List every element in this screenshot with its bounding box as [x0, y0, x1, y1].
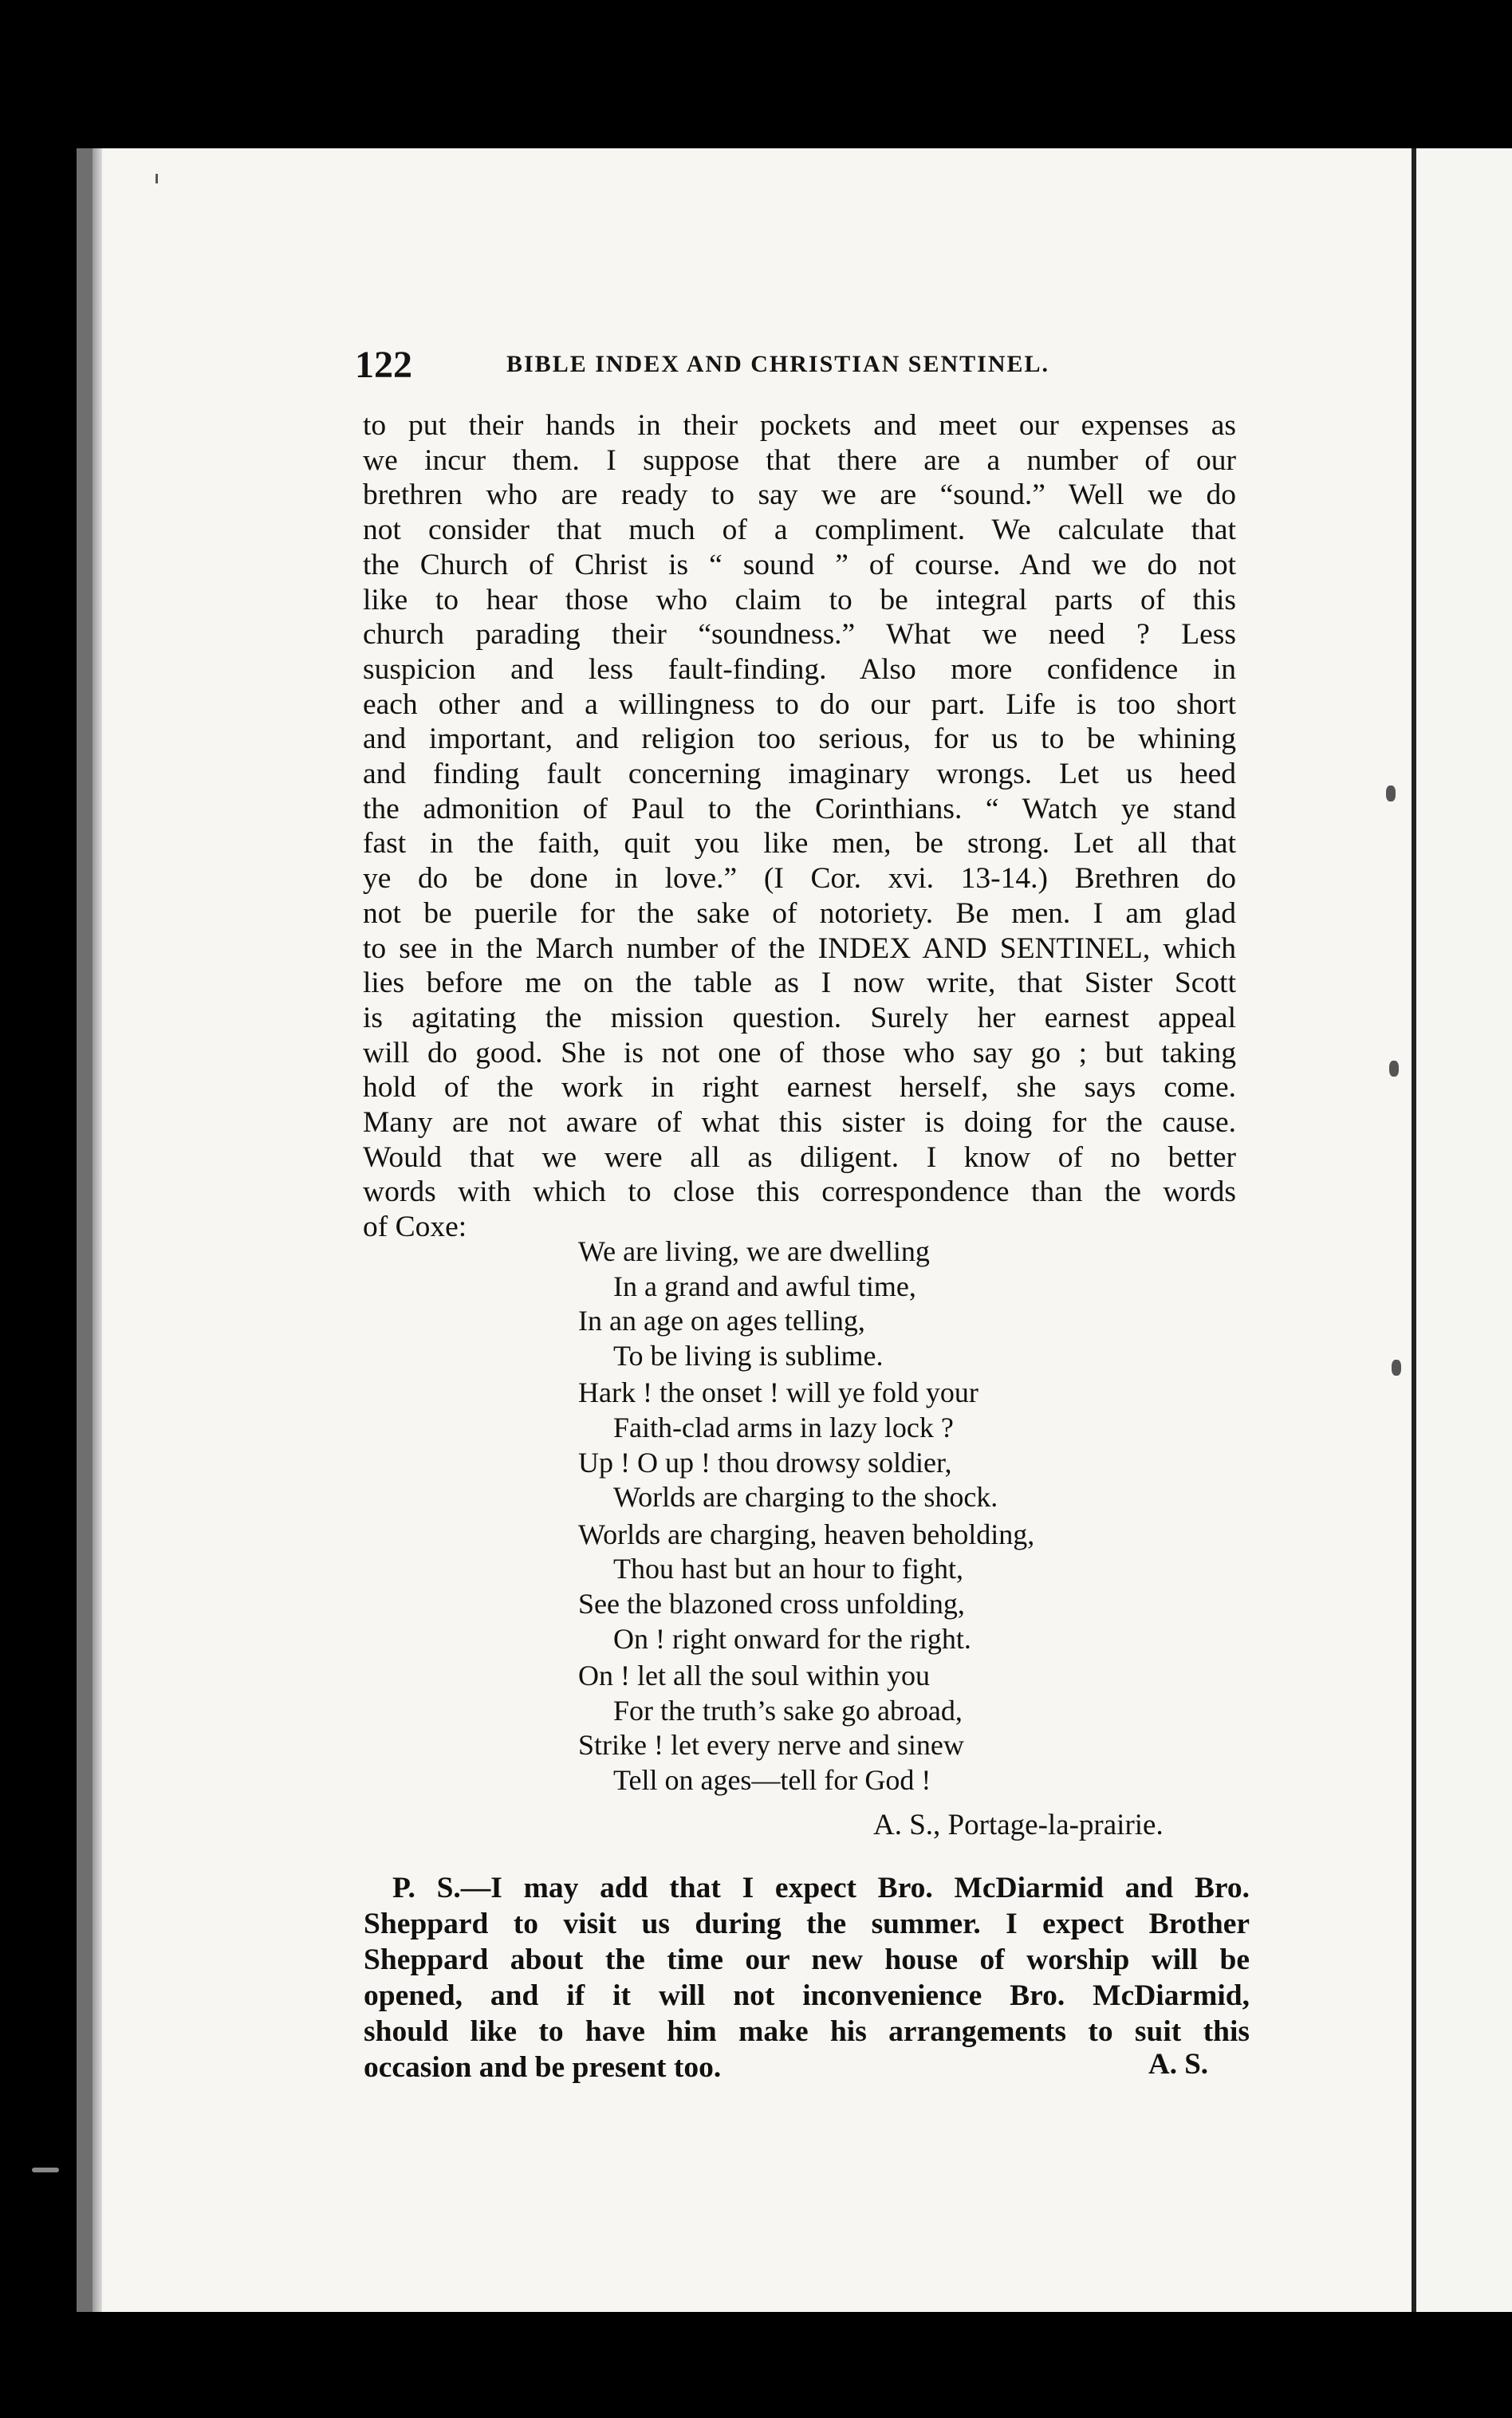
text-line: will do good. She is not one of those who say go ; but taking — [363, 1036, 1236, 1069]
quoted-poem — [578, 1235, 1034, 1801]
page-number: 122 — [355, 344, 412, 386]
running-title: BIBLE INDEX AND CHRISTIAN SENTINEL. — [506, 351, 1050, 377]
text-line: ye do be done in love.” (I Cor. xvi. 13-14.) Brethren do — [363, 862, 1236, 896]
postscript-line: opened, and if it will not inconvenience Bro. McDiarmid, — [364, 1979, 1250, 2012]
postscript-line: P. S.—I may add that I expect Bro. McDiarmid and Bro. — [392, 1872, 1250, 1904]
text-line: the Church of Christ is “ sound ” of course. And we do not — [363, 548, 1236, 581]
poem-line: To be living is sublime. — [613, 1339, 884, 1372]
poem-line: Hark ! the onset ! will ye fold your — [578, 1376, 978, 1409]
text-line: we incur them. I suppose that there are a number of our — [363, 443, 1236, 477]
poem-line: In a grand and awful time, — [613, 1270, 916, 1302]
text-line: of Coxe: — [363, 1211, 467, 1244]
text-line: brethren who are ready to say we are “sound.” Well we do — [363, 478, 1236, 512]
text-line: suspicion and less fault-finding. Also more confidence in — [363, 652, 1236, 686]
binding-thread-mark — [1392, 1360, 1401, 1376]
poem-line: Faith-clad arms in lazy lock ? — [613, 1411, 954, 1443]
postscript-signature: A. S. — [1148, 2048, 1209, 2081]
text-line: and finding fault concerning imaginary wrongs. Let us heed — [363, 758, 1236, 791]
page-mark — [156, 174, 158, 183]
text-line: church parading their “soundness.” What we need ? Less — [363, 618, 1236, 652]
poem-line: Thou hast but an hour to fight, — [613, 1553, 963, 1585]
poem-stanza — [578, 1376, 1034, 1514]
poem-line: Up ! O up ! thou drowsy soldier, — [578, 1446, 952, 1479]
text-line: fast in the faith, quit you like men, be strong. Let all that — [363, 827, 1236, 860]
text-line: each other and a willingness to do our part. Life is too short — [363, 687, 1236, 721]
poem-stanza — [578, 1235, 1034, 1373]
text-line: is agitating the mission question. Surely her earnest appeal — [363, 1001, 1236, 1034]
text-line: not consider that much of a compliment. We calculate that — [363, 514, 1236, 547]
text-line: Many are not aware of what this sister is doing for the cause. — [363, 1106, 1236, 1140]
postscript-line: should like to have him make his arrangements to suit this — [364, 2015, 1250, 2048]
poem-stanza — [578, 1659, 1034, 1798]
letter-body — [363, 408, 1236, 1245]
poem-line: For the truth’s sake go abroad, — [613, 1694, 963, 1727]
text-line: the admonition of Paul to the Corinthians. “ Watch ye stand — [363, 792, 1236, 825]
poem-line: On ! right onward for the right. — [613, 1622, 971, 1655]
poem-line: Worlds are charging to the shock. — [613, 1481, 998, 1514]
poem-line: Tell on ages—tell for God ! — [613, 1763, 931, 1796]
text-line: and important, and religion too serious, for us to be whining — [363, 723, 1236, 756]
text-line: to see in the March number of the INDEX AND SENTINEL, which — [363, 931, 1236, 965]
book-spine-shadow — [93, 148, 102, 2312]
poem-line: Worlds are charging, heaven beholding, — [578, 1518, 1035, 1550]
postscript — [364, 1870, 1250, 2085]
postscript-line: occasion and be present too. — [364, 2051, 722, 2084]
text-line: Would that we were all as diligent. I know of no better — [363, 1140, 1236, 1174]
binding-thread-mark — [1386, 786, 1396, 801]
poem-stanza — [578, 1518, 1034, 1656]
poem-line: See the blazoned cross unfolding, — [578, 1587, 965, 1620]
text-line: not be puerile for the sake of notoriety. Be men. I am glad — [363, 896, 1236, 930]
text-line: to put their hands in their pockets and meet our expenses as — [363, 409, 1236, 442]
poem-line: We are living, we are dwelling — [578, 1235, 930, 1267]
letter-signature: A. S., Portage-la-prairie. — [873, 1809, 1164, 1841]
postscript-line: Sheppard about the time our new house of worship will be — [364, 1943, 1250, 1976]
poem-line: In an age on ages telling, — [578, 1305, 865, 1337]
facing-page-edge — [1412, 148, 1512, 2312]
text-line: like to hear those who claim to be integral parts of this — [363, 583, 1236, 616]
margin-smudge — [32, 2168, 59, 2172]
poem-line: On ! let all the soul within you — [578, 1660, 930, 1692]
text-line: lies before me on the table as I now write, that Sister Scott — [363, 967, 1236, 1000]
text-line: hold of the work in right earnest herself, she says come. — [363, 1071, 1236, 1105]
page-header — [355, 343, 1089, 391]
poem-line: Strike ! let every nerve and sinew — [578, 1729, 964, 1762]
postscript-line: Sheppard to visit us during the summer. I expect Brother — [364, 1908, 1250, 1940]
binding-thread-mark — [1389, 1061, 1399, 1077]
text-line: words with which to close this correspondence than the words — [363, 1176, 1236, 1209]
